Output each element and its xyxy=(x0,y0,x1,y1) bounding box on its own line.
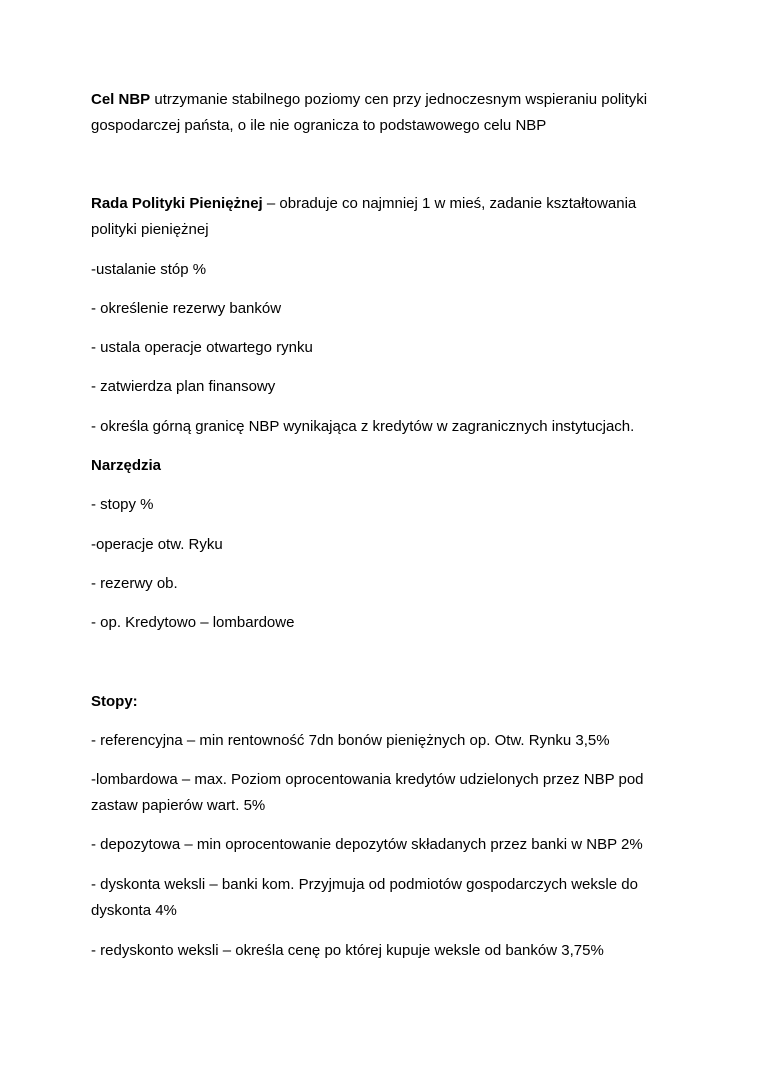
stopy-item-line1: - dyskonta weksli – banki kom. Przyjmuja od podmiotów gospodarczych weksle do xyxy=(91,876,638,893)
stopy-item-line2: dyskonta 4% xyxy=(91,902,177,919)
rada-paragraph xyxy=(91,191,691,243)
stopy-item xyxy=(91,728,691,754)
stopy-item xyxy=(91,832,691,858)
narzedzia-item: - op. Kredytowo – lombardowe xyxy=(91,614,295,631)
rada-item: - określenie rezerwy banków xyxy=(91,300,282,317)
stopy-item-line1: - redyskonto weksli – określa cenę po której kupuje weksle od banków 3,75% xyxy=(91,942,604,959)
stopy-item xyxy=(91,872,691,924)
rada-title: Rada Polityki Pieniężnej xyxy=(91,195,263,212)
rada-item: - zatwierdza plan finansowy xyxy=(91,378,276,395)
stopy-item-line1: -lombardowa – max. Poziom oprocentowania kredytów udzielonych przez NBP pod xyxy=(91,771,644,788)
rada-item: - określa górną granicę NBP wynikająca z kredytów w zagranicznych instytucjach. xyxy=(91,418,635,435)
cel-title: Cel NBP xyxy=(91,91,151,108)
stopy-item-line1: - depozytowa – min oprocentowanie depozytów składanych przez banki w NBP 2% xyxy=(91,836,643,853)
cel-text-line1: utrzymanie stabilnego poziomy cen przy jednoczesnym wspieraniu polityki xyxy=(150,91,648,108)
narzedzia-title: Narzędzia xyxy=(91,457,162,474)
rada-text-line1: – obraduje co najmniej 1 w mieś, zadanie kształtowania xyxy=(262,195,637,212)
narzedzia-item: - rezerwy ob. xyxy=(91,575,178,592)
rada-item: -ustalanie stóp % xyxy=(91,261,207,278)
stopy-title: Stopy: xyxy=(91,693,138,710)
narzedzia-item: - stopy % xyxy=(91,496,154,513)
stopy-item xyxy=(91,767,691,819)
stopy-item-line2: zastaw papierów wart. 5% xyxy=(91,797,266,814)
rada-text-line2: polityki pieniężnej xyxy=(91,221,209,238)
rada-item: - ustala operacje otwartego rynku xyxy=(91,339,313,356)
stopy-item xyxy=(91,938,691,964)
stopy-item-line1: - referencyjna – min rentowność 7dn bonów pieniężnych op. Otw. Rynku 3,5% xyxy=(91,732,610,749)
cel-paragraph xyxy=(91,87,691,139)
narzedzia-item: -operacje otw. Ryku xyxy=(91,536,223,553)
cel-text-line2: gospodarczej państa, o ile nie ogranicza to podstawowego celu NBP xyxy=(91,117,547,134)
